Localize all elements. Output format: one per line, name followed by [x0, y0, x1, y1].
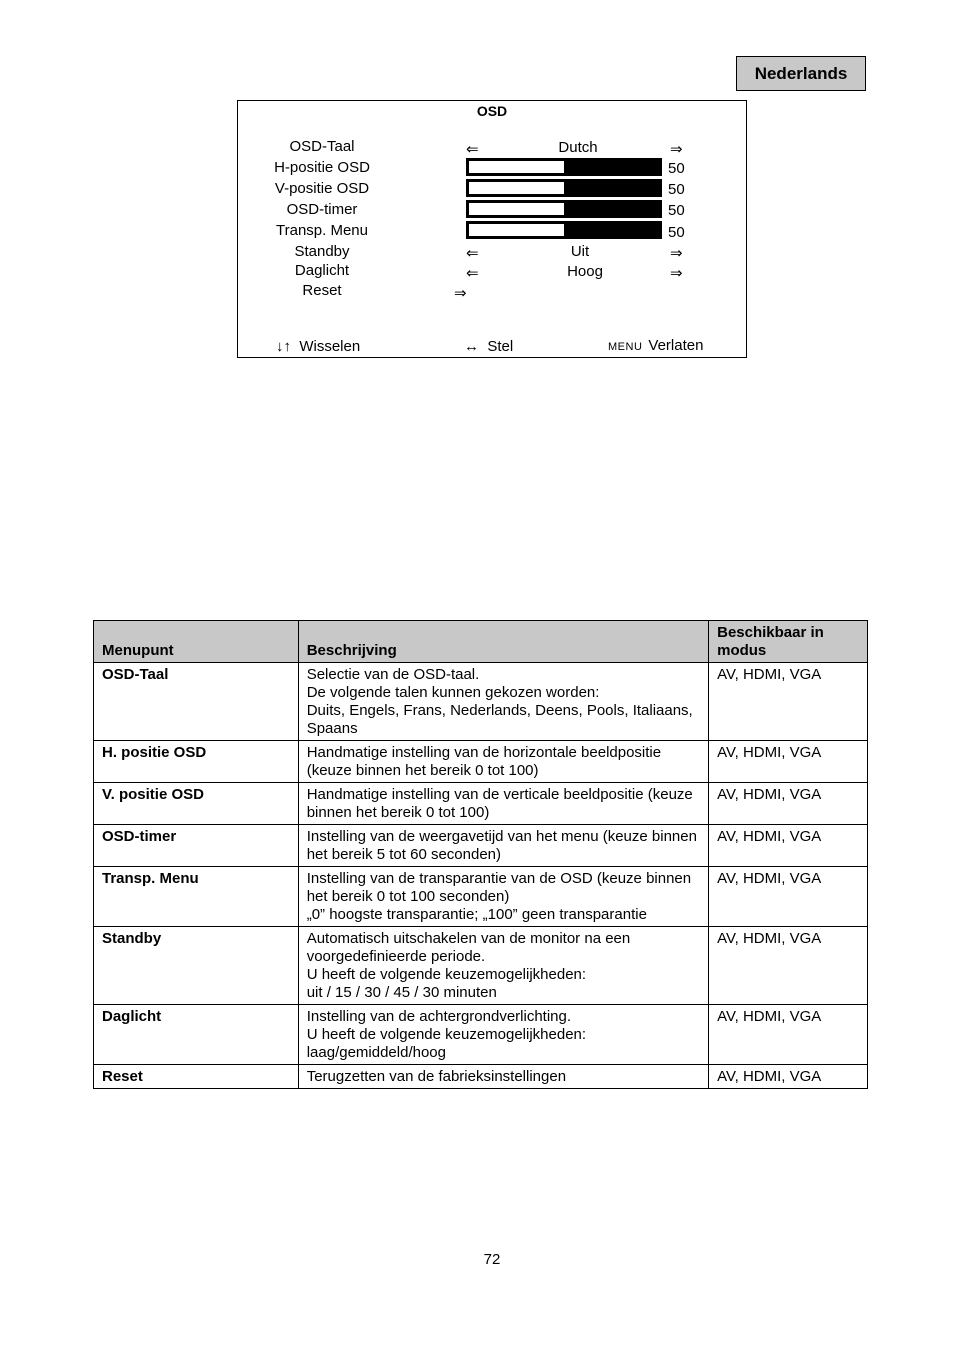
- left-right-arrows-icon: ↔: [464, 338, 479, 355]
- table-cell-description: [298, 783, 708, 825]
- table-cell-item: Transp. Menu: [94, 867, 299, 927]
- osd-slider-value: 50: [668, 160, 685, 177]
- table-row: [94, 1005, 868, 1065]
- language-badge: Nederlands: [736, 56, 866, 91]
- menu-description-table: [93, 620, 868, 1089]
- description-line: laag/gemiddeld/hoog: [306, 1044, 446, 1061]
- osd-row-label-v-positie: V-positie OSD: [274, 180, 370, 197]
- left-arrow-icon: ⇐: [466, 245, 479, 262]
- column-header: Beschikbaar in modus: [709, 621, 868, 663]
- table-cell-description: [298, 825, 708, 867]
- table-cell-modes: AV, HDMI, VGA: [709, 663, 868, 741]
- table-cell-description: [298, 1065, 708, 1089]
- right-arrow-icon: ⇒: [670, 265, 683, 282]
- table-row: [94, 867, 868, 927]
- osd-row-label-standby: Standby: [294, 243, 350, 260]
- table-row: [94, 783, 868, 825]
- menu-key-label: MENU: [608, 341, 643, 353]
- description-line: „0” hoogste transparantie; „100” geen transparantie: [306, 906, 647, 923]
- osd-hint-set: [464, 338, 513, 355]
- description-line: Instelling van de transparantie van de OSD (keuze binnen het bereik 0 tot 100 seconden): [306, 870, 692, 905]
- table-row: [94, 1065, 868, 1089]
- osd-value-standby: Uit: [570, 243, 590, 260]
- osd-row-label-daglicht: Daglicht: [294, 262, 350, 279]
- osd-value-daglicht: Hoog: [567, 263, 603, 280]
- description-line: Terugzetten van de fabrieksinstellingen: [306, 1068, 567, 1085]
- osd-slider-value: 50: [668, 224, 685, 241]
- osd-slider-h-positie: [466, 158, 662, 176]
- osd-row-label-reset: Reset: [302, 282, 342, 299]
- description-line: Selectie van de OSD-taal.: [306, 666, 480, 683]
- description-line: Duits, Engels, Frans, Nederlands, Deens, Pools, Italiaans, Spaans: [306, 702, 693, 737]
- page-number: 72: [483, 1251, 501, 1268]
- osd-slider-transp-menu: [466, 221, 662, 239]
- table-row: [94, 741, 868, 783]
- osd-slider-v-positie: [466, 179, 662, 197]
- table-cell-description: [298, 741, 708, 783]
- description-line: U heeft de volgende keuzemogelijkheden:: [306, 1026, 587, 1043]
- left-arrow-icon: ⇐: [466, 265, 479, 282]
- osd-slider-osd-timer: [466, 200, 662, 218]
- table-cell-modes: AV, HDMI, VGA: [709, 783, 868, 825]
- table-cell-modes: AV, HDMI, VGA: [709, 1005, 868, 1065]
- osd-value-language: Dutch: [558, 139, 598, 156]
- table-cell-item: OSD-Taal: [94, 663, 299, 741]
- table-cell-description: [298, 867, 708, 927]
- osd-hint-navigate: [276, 338, 360, 355]
- description-line: uit / 15 / 30 / 45 / 30 minuten: [306, 984, 497, 1001]
- osd-row-label-osd-taal: OSD-Taal: [289, 138, 355, 155]
- osd-hint-label: Verlaten: [648, 337, 704, 354]
- table-cell-description: [298, 663, 708, 741]
- description-line: Handmatige instelling van de verticale beeldpositie (keuze binnen het bereik 0 tot 100): [306, 786, 693, 821]
- table-cell-item: Daglicht: [94, 1005, 299, 1065]
- osd-slider-value: 50: [668, 181, 685, 198]
- column-header: Menupunt: [94, 621, 299, 663]
- right-arrow-icon: ⇒: [454, 285, 467, 302]
- table-cell-modes: AV, HDMI, VGA: [709, 741, 868, 783]
- right-arrow-icon: ⇒: [670, 245, 683, 262]
- osd-row-label-osd-timer: OSD-timer: [286, 201, 358, 218]
- table-cell-item: Standby: [94, 927, 299, 1005]
- column-header: Beschrijving: [298, 621, 708, 663]
- table-cell-description: [298, 927, 708, 1005]
- up-down-arrows-icon: ↓↑: [276, 338, 291, 355]
- table-row: [94, 927, 868, 1005]
- table-cell-modes: AV, HDMI, VGA: [709, 825, 868, 867]
- table-header-row: [94, 621, 868, 663]
- table-row: [94, 663, 868, 741]
- table-cell-modes: AV, HDMI, VGA: [709, 927, 868, 1005]
- table-cell-description: [298, 1005, 708, 1065]
- left-arrow-icon: ⇐: [466, 141, 479, 158]
- description-line: Instelling van de achtergrondverlichting.: [306, 1008, 572, 1025]
- description-line: Automatisch uitschakelen van de monitor na een voorgedefinieerde periode.: [306, 930, 631, 965]
- osd-slider-value: 50: [668, 202, 685, 219]
- table-cell-item: V. positie OSD: [94, 783, 299, 825]
- description-line: Handmatige instelling van de horizontale beeldpositie (keuze binnen het bereik 0 tot 100): [306, 744, 662, 779]
- description-line: Instelling van de weergavetijd van het menu (keuze binnen het bereik 5 tot 60 seconden): [306, 828, 697, 863]
- table-cell-item: H. positie OSD: [94, 741, 299, 783]
- table-cell-modes: AV, HDMI, VGA: [709, 867, 868, 927]
- description-line: De volgende talen kunnen gekozen worden:: [306, 684, 600, 701]
- right-arrow-icon: ⇒: [670, 141, 683, 158]
- osd-menu-diagram: [237, 100, 747, 358]
- table-cell-item: Reset: [94, 1065, 299, 1089]
- osd-hint-label: Stel: [487, 338, 514, 355]
- table-cell-modes: AV, HDMI, VGA: [709, 1065, 868, 1089]
- osd-row-label-h-positie: H-positie OSD: [274, 159, 370, 176]
- osd-title: OSD: [476, 103, 508, 119]
- osd-hint-label: Wisselen: [299, 338, 361, 355]
- description-line: U heeft de volgende keuzemogelijkheden:: [306, 966, 587, 983]
- osd-row-label-transp-menu: Transp. Menu: [276, 222, 368, 239]
- osd-hint-exit: [608, 337, 703, 354]
- table-cell-item: OSD-timer: [94, 825, 299, 867]
- table-row: [94, 825, 868, 867]
